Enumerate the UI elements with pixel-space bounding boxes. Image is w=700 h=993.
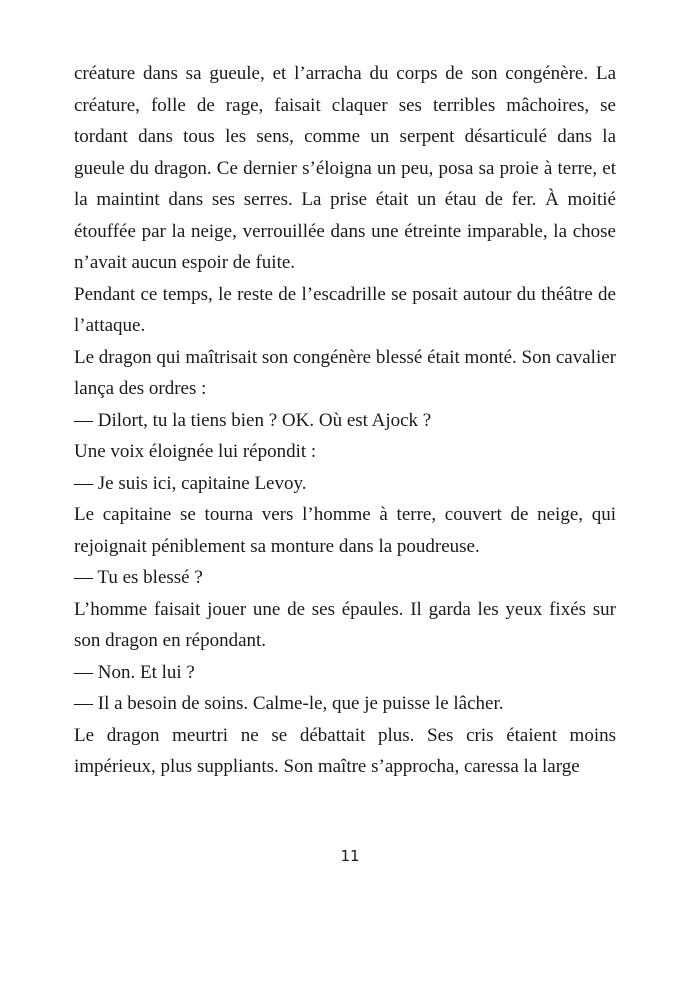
paragraph-2: Pendant ce temps, le reste de l’escadrille se posait autour du théâtre de l’attaque.: [74, 283, 616, 336]
dialogue-line-1: — Dilort, tu la tiens bien ? OK. Où est Ajock ?: [74, 409, 432, 431]
dialogue-line-2: — Je suis ici, capitaine Levoy.: [74, 472, 307, 494]
body-text: [74, 58, 616, 783]
dialogue-line-4: — Non. Et lui ?: [74, 661, 195, 683]
page-number: 11: [340, 847, 360, 865]
paragraph-4: Une voix éloignée lui répondit :: [74, 441, 317, 462]
paragraph-6: L’homme faisait jouer une de ses épaules. Il garda les yeux fixés sur son dragon en répondant.: [74, 598, 616, 651]
paragraph-1: créature dans sa gueule, et l’arracha du corps de son congénère. La créature, folle de rage, faisait claquer ses terribles mâchoires, se tordant dans tous les sens, comme un serpent désarticulé dans la gueule du dragon. Ce dernier s’éloigna un peu, posa sa proie à terre, et la maintint dans ses serres. La prise était un étau de fer. À moitié étouffée par la neige, verrouillée dans une étreinte imparable, la chose n’avait aucun espoir de fuite.: [74, 63, 616, 273]
paragraph-3: Le dragon qui maîtrisait son congénère blessé était monté. Son cavalier lança des ordres :: [74, 346, 616, 399]
paragraph-7: Le dragon meurtri ne se débattait plus. Ses cris étaient moins impérieux, plus suppliants. Son maître s’approcha, caressa la large: [74, 724, 616, 777]
dialogue-line-5: — Il a besoin de soins. Calme-le, que je puisse le lâcher.: [74, 693, 504, 714]
dialogue-line-3: — Tu es blessé ?: [74, 567, 203, 588]
paragraph-5: Le capitaine se tourna vers l’homme à terre, couvert de neige, qui rejoignait péniblement sa monture dans la poudreuse.: [74, 504, 616, 557]
